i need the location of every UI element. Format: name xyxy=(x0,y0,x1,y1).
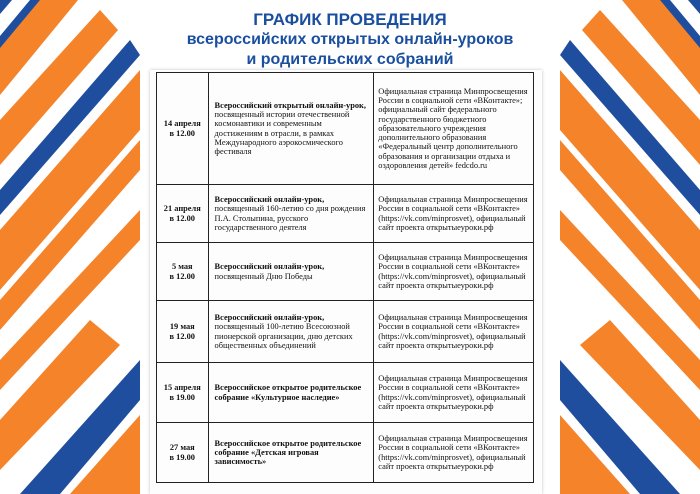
event-title: Всероссийский онлайн-урок, xyxy=(214,194,325,204)
source-cell: Официальная страница Минпросвещения России в социальной сети «ВКонтакте» (https://vk.com/minprosvet), официальный сайт проекта открытыеуроки.рф xyxy=(374,243,534,301)
table-row xyxy=(157,423,534,483)
date-cell xyxy=(157,185,209,243)
title-line-3: и родительских собраний xyxy=(246,51,454,68)
page-title xyxy=(140,10,560,70)
event-description: посвященный истории отечественной космонавтики и современным достижениям в отрасли, в рамках Международного аэрокосмического фестиваля xyxy=(214,109,350,157)
source-cell: Официальная страница Минпросвещения России в социальной сети «ВКонтакте» (https://vk.com/minprosvet), официальный сайт проекта открытыеуроки.рф xyxy=(374,363,534,423)
event-description: посвященный Дню Победы xyxy=(214,271,313,281)
right-decoration xyxy=(560,0,700,494)
event-cell xyxy=(208,301,374,363)
row-date: 19 мая xyxy=(169,322,195,332)
title-line-1: ГРАФИК ПРОВЕДЕНИЯ xyxy=(253,10,447,29)
event-title: Всероссийский онлайн-урок, xyxy=(214,262,325,272)
row-date: 5 мая xyxy=(171,262,193,272)
schedule-table xyxy=(156,72,534,483)
event-cell xyxy=(208,363,374,423)
date-cell xyxy=(157,73,209,185)
date-cell xyxy=(157,243,209,301)
event-title: Всероссийский онлайн-урок, xyxy=(214,312,325,322)
row-time: в 19.00 xyxy=(169,452,195,462)
row-date: 14 апреля xyxy=(163,119,201,129)
row-time: в 12.00 xyxy=(169,128,195,138)
event-title: Всероссийский открытый онлайн-урок, xyxy=(214,100,366,110)
row-time: в 12.00 xyxy=(169,213,195,223)
event-title: Всероссийское открытое родительское собрание «Культурное наследие» xyxy=(214,383,362,402)
event-description: посвященный 100-летию Всесоюзной пионерской организации, дню детских общественных объединений xyxy=(214,322,353,350)
row-date: 15 апреля xyxy=(163,383,201,393)
left-decoration xyxy=(0,0,140,494)
date-cell xyxy=(157,301,209,363)
table-row xyxy=(157,301,534,363)
table-row xyxy=(157,363,534,423)
row-date: 21 апреля xyxy=(163,204,201,214)
table-row xyxy=(157,73,534,185)
table-row xyxy=(157,185,534,243)
source-cell: Официальная страница Минпросвещения России в социальной сети «ВКонтакте» (https://vk.com/minprosvet), официальный сайт проекта открытыеуроки.рф xyxy=(374,185,534,243)
row-date: 27 мая xyxy=(169,443,195,453)
date-cell xyxy=(157,423,209,483)
event-title: Всероссийское открытое родительское собрание «Детская игровая зависимость» xyxy=(214,438,362,467)
event-cell xyxy=(208,423,374,483)
date-cell xyxy=(157,363,209,423)
title-line-2: всероссийских открытых онлайн-уроков xyxy=(186,31,514,48)
table-row xyxy=(157,243,534,301)
source-cell: Официальная страница Минпросвещения России в социальной сети «ВКонтакте» (https://vk.com/minprosvet), официальный сайт проекта открытыеуроки.рф xyxy=(374,301,534,363)
row-time: в 12.00 xyxy=(169,331,195,341)
row-time: в 12.00 xyxy=(169,271,195,281)
event-cell xyxy=(208,185,374,243)
event-description: посвященный 160-летию со дня рождения П.А. Столыпина, русского государственного деятеля xyxy=(214,204,366,232)
source-cell: Официальная страница Минпросвещения России в социальной сети «ВКонтакте»; официальный сайт федерального государственного бюджетного образовательного учреждения дополнительного образования «Федеральный центр дополнительного образования и организации отдыха и оздоровления детей» fedcdo.ru xyxy=(374,73,534,185)
row-time: в 19.00 xyxy=(169,392,195,402)
event-cell xyxy=(208,243,374,301)
source-cell: Официальная страница Минпросвещения России в социальной сети «ВКонтакте» (https://vk.com/minprosvet), официальный сайт проекта открытыеуроки.рф xyxy=(374,423,534,483)
schedule-sheet xyxy=(150,70,542,494)
event-cell xyxy=(208,73,374,185)
